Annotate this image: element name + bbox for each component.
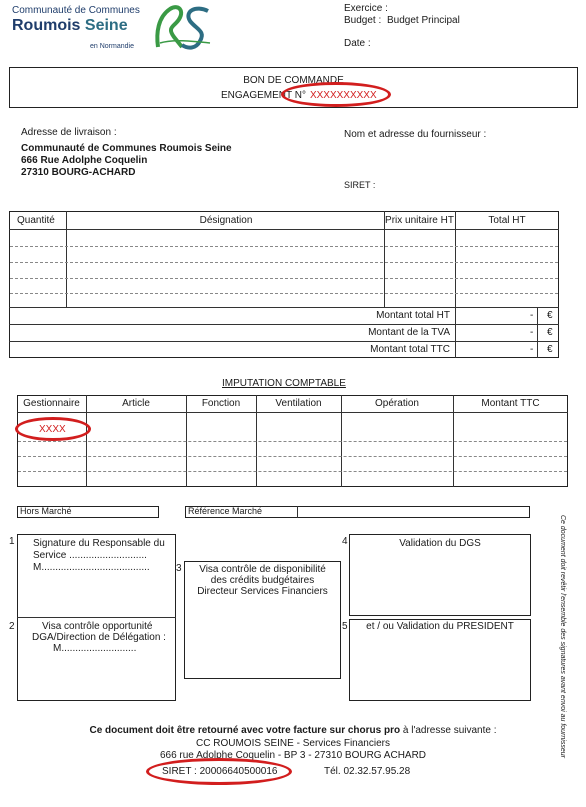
items-row <box>10 262 558 263</box>
reference-marche-label: Référence Marché <box>188 506 263 516</box>
total-tva-label: Montant de la TVA <box>368 327 450 338</box>
footer-line3: 666 rue Adolphe Coquelin - BP 3 - 27310 BOURG ACHARD <box>159 750 427 761</box>
exercice-label: Exercice : <box>344 3 388 14</box>
footer-siret: SIRET : 20006640500016 <box>162 766 278 777</box>
logo-name-part1: Roumois <box>12 17 81 34</box>
signature-box-2-number: 2 <box>9 621 15 632</box>
logo-name <box>12 17 128 35</box>
signature-box-5-line1: et / ou Validation du PRESIDENT <box>366 621 514 632</box>
total-ht-label: Montant total HT <box>376 310 450 321</box>
budget-value: Budget Principal <box>387 15 460 26</box>
items-table <box>9 211 559 358</box>
gestionnaire-highlight <box>15 417 91 441</box>
siret-highlight <box>146 758 292 785</box>
engagement-number: XXXXXXXXXX <box>309 90 377 101</box>
footer-line1 <box>0 725 586 736</box>
imputation-row <box>18 471 567 472</box>
signature-box-1-line3: M....................................... <box>33 562 150 573</box>
imputation-title: IMPUTATION COMPTABLE <box>222 378 346 389</box>
signature-box-4-number: 4 <box>342 536 348 547</box>
signature-box-1-line2: Service ............................ <box>33 550 147 561</box>
imputation-header-fonction: Fonction <box>201 398 241 409</box>
logo-rs-swoosh-icon <box>152 3 214 53</box>
footer-line1-rest: à l'adresse suivante : <box>400 725 497 736</box>
imputation-row <box>18 441 567 442</box>
items-row <box>10 278 558 279</box>
signature-box-3-line2: des crédits budgétaires <box>210 575 315 586</box>
hors-marche-label: Hors Marché <box>20 506 72 516</box>
delivery-name: Communauté de Communes Roumois Seine <box>21 143 232 154</box>
items-col-divider <box>537 307 538 358</box>
footer-line1-bold: Ce document doit être retourné avec votre facture sur chorus pro <box>89 725 401 736</box>
signature-box-3-number: 3 <box>176 563 182 574</box>
imputation-header-operation: Opération <box>375 398 419 409</box>
imputation-header-article: Article <box>122 398 150 409</box>
signature-box-1-line1: Signature du Responsable du <box>33 538 165 549</box>
date-label: Date : <box>344 38 371 49</box>
total-ht-currency: € <box>547 310 553 321</box>
items-header-designation: Désignation <box>199 215 253 226</box>
items-header-prix: Prix unitaire HT <box>385 215 454 226</box>
totals-divider <box>9 324 559 325</box>
gestionnaire-value: XXXX <box>39 424 66 435</box>
signature-box-2-line3: M........................... <box>53 643 137 654</box>
delivery-label: Adresse de livraison : <box>21 127 117 138</box>
items-header-divider <box>9 229 559 230</box>
totals-divider <box>9 341 559 342</box>
imputation-header-montant: Montant TTC <box>481 398 540 409</box>
logo-name-part2: Seine <box>84 17 128 34</box>
delivery-city: 27310 BOURG-ACHARD <box>21 167 136 178</box>
logo-sub: en Normandie <box>90 43 134 50</box>
footer-line2: CC ROUMOIS SEINE - Services Financiers <box>196 738 390 749</box>
logo <box>12 5 212 55</box>
total-tva-currency: € <box>547 327 553 338</box>
signature-box-1-number: 1 <box>9 536 15 547</box>
supplier-label: Nom et adresse du fournisseur : <box>344 129 487 140</box>
reference-marche-divider <box>297 506 298 518</box>
title-box <box>9 67 578 108</box>
total-tva-value: - <box>530 327 534 338</box>
engagement-highlight <box>281 82 391 107</box>
budget-label: Budget : <box>344 15 382 26</box>
signature-box-1-divider <box>17 617 176 618</box>
signature-box-2-line1: Visa contrôle opportunité <box>42 621 153 632</box>
total-ttc-value: - <box>530 344 534 355</box>
imputation-header-divider <box>17 412 568 413</box>
signature-box-5-number: 5 <box>342 621 348 632</box>
signature-box-3-line3: Directeur Services Financiers <box>197 586 328 597</box>
items-row <box>10 293 558 294</box>
items-header-quantite: Quantité <box>17 215 55 226</box>
side-note: Ce document doit revêtir l'ensemble des signatures avant envoi au fournisseur <box>559 515 566 758</box>
delivery-street: 666 Rue Adolphe Coquelin <box>21 155 148 166</box>
imputation-header-gestionnaire: Gestionnaire <box>23 398 80 409</box>
total-ttc-label: Montant total TTC <box>370 344 450 355</box>
total-ttc-currency: € <box>547 344 553 355</box>
signature-box-4-line1: Validation du DGS <box>399 538 481 549</box>
imputation-header-ventilation: Ventilation <box>275 398 322 409</box>
total-ht-value: - <box>530 310 534 321</box>
logo-top-line: Communauté de Communes <box>12 5 140 16</box>
items-col-divider <box>455 211 456 358</box>
title-line1: BON DE COMMANDE <box>243 75 344 86</box>
items-header-total: Total HT <box>488 215 526 226</box>
engagement-label: ENGAGEMENT N° <box>221 90 306 101</box>
footer-tel: Tél. 02.32.57.95.28 <box>324 766 411 777</box>
supplier-siret: SIRET : <box>344 180 376 190</box>
imputation-row <box>18 456 567 457</box>
signature-box-2-line2: DGA/Direction de Délégation : <box>32 632 166 643</box>
signature-box-3-line1: Visa contrôle de disponibilité <box>199 564 326 575</box>
items-row <box>10 246 558 247</box>
totals-divider <box>9 307 559 308</box>
